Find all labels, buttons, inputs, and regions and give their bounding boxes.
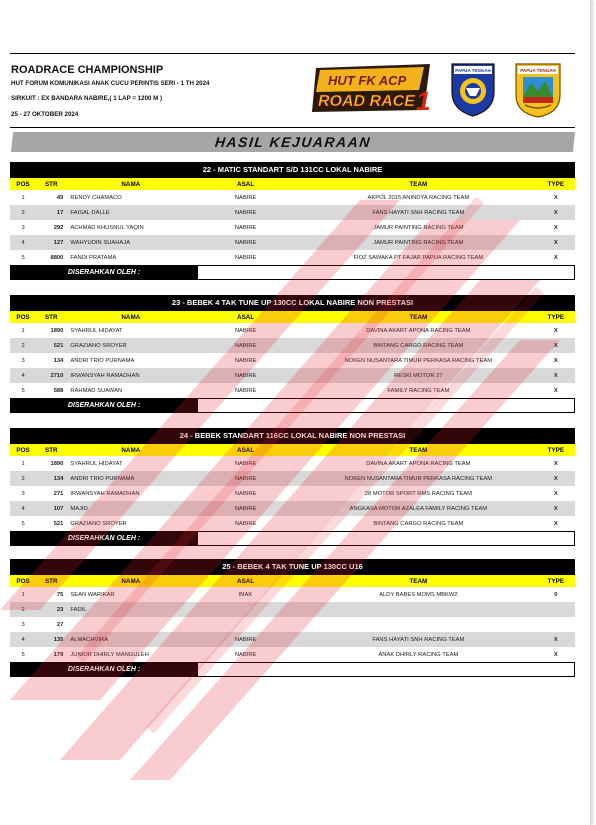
cell-pos: 5 — [21, 387, 25, 394]
col-str: STR — [36, 311, 66, 323]
handover-label: DISERAHKAN OLEH : — [67, 402, 141, 409]
cell-str: 179 — [53, 651, 64, 658]
cell-nama: MAJID — [66, 501, 191, 516]
cell-asal: NABIRE — [191, 338, 300, 353]
cell-str: 134 — [53, 357, 64, 364]
cell-pos: 1 — [21, 591, 25, 598]
cell-team: BINTANG CARGO RACING TEAM — [373, 520, 464, 527]
table-row — [10, 632, 575, 647]
cell-asal: NABIRE — [191, 471, 300, 486]
table-row — [10, 250, 575, 265]
cell-pos: 4 — [10, 501, 36, 516]
cell-str: 134 — [36, 471, 66, 486]
col-type: TYPE — [537, 178, 575, 190]
cell-type: X — [553, 651, 558, 658]
table-row — [10, 602, 575, 617]
cell-asal: NABIRE — [191, 501, 300, 516]
results-banner: HASIL KEJUARAAN — [11, 132, 575, 152]
cell-str: 1890 — [50, 327, 64, 334]
cell-str: 292 — [53, 224, 64, 231]
cell-team: JAMUR PAINTING RACING TEAM — [373, 224, 464, 231]
table-row — [10, 647, 575, 662]
cell-team — [300, 602, 537, 617]
col-asal: ASAL — [191, 575, 300, 587]
cell-pos: 2 — [10, 602, 36, 617]
table-row — [10, 205, 575, 220]
cell-asal: NABIRE — [234, 327, 257, 334]
cell-type: X — [553, 327, 558, 334]
cell-team: NOKEN NUSANTARA TIMUR PERKASA RACING TEAM — [344, 357, 493, 364]
cell-str: 135 — [36, 632, 66, 647]
table-row — [10, 323, 575, 338]
cell-type: X — [553, 254, 558, 261]
cell-team: ANGKASA MOTOR AZALEA FAMILY RACING TEAM — [300, 501, 537, 516]
table-row — [10, 353, 575, 368]
cell-str: 521 — [53, 520, 64, 527]
cell-str: 2710 — [36, 368, 66, 383]
results-table — [10, 178, 575, 265]
handover-label: DISERAHKAN OLEH : — [67, 269, 141, 276]
cell-nama: SEAN WARIKAR — [70, 591, 115, 598]
cell-str: 17 — [36, 205, 66, 220]
col-team: TEAM — [300, 178, 537, 190]
cell-team: FAMILY RACING TEAM — [387, 387, 450, 394]
cell-asal — [191, 617, 300, 632]
cell-str: 107 — [36, 501, 66, 516]
cell-type: X — [537, 205, 575, 220]
col-type: TYPE — [537, 444, 575, 456]
cell-team: FANS HAYATI SNH RACING TEAM — [300, 205, 537, 220]
col-asal: ASAL — [191, 444, 300, 456]
col-asal: ASAL — [191, 311, 300, 323]
race-section-22 — [10, 162, 575, 280]
cell-nama: FAISAL DALLE — [66, 205, 191, 220]
cell-str: 588 — [53, 387, 64, 394]
table-row — [10, 368, 575, 383]
col-str: STR — [36, 178, 66, 190]
cell-pos: 3 — [21, 490, 25, 497]
logo-number: 1 — [416, 86, 431, 116]
section-title: 23 - BEBEK 4 TAK TUNE UP 130CC LOKAL NABIRE NON PRESTASI — [10, 295, 575, 311]
cell-str: 75 — [56, 591, 64, 598]
cell-team: DAVINA AKART APONA RACING TEAM — [366, 460, 471, 467]
race-section-25 — [10, 559, 575, 677]
col-pos: POS — [10, 444, 36, 456]
cell-type: X — [537, 501, 575, 516]
cell-pos: 5 — [21, 520, 25, 527]
race-section-23 — [10, 295, 575, 413]
cell-type: X — [553, 224, 558, 231]
doc-title: ROADRACE CHAMPIONSHIP — [11, 64, 164, 76]
table-row — [10, 501, 575, 516]
header-bottom-rule — [10, 127, 575, 128]
cell-nama: ANDRI TRIO PURNAMA — [70, 357, 135, 364]
cell-team: BINTANG CARGO RACING TEAM — [300, 338, 537, 353]
cell-str: 521 — [36, 338, 66, 353]
cell-team: FANS HAYATI SNH RACING TEAM — [300, 632, 537, 647]
cell-asal: NABIRE — [234, 254, 257, 261]
cell-nama: JUNIOR DHIRLY MANGULEH — [70, 651, 149, 658]
cell-pos: 3 — [21, 224, 25, 231]
cell-nama: ACHMAD KHUSNUL YAQIN — [70, 224, 144, 231]
cell-team: FIOZ SAWAKA PT FAJAR PAPUA RACING TEAM — [353, 254, 484, 261]
cell-team: NOKEN NUSANTARA TIMUR PERKASA RACING TEAM — [300, 471, 537, 486]
cell-asal — [191, 602, 300, 617]
logo-line2: ROAD RACE — [318, 93, 415, 110]
table-row — [10, 220, 575, 235]
cell-team — [300, 617, 537, 632]
cell-str: 127 — [36, 235, 66, 250]
cell-asal: NABIRE — [234, 490, 257, 497]
cell-pos: 4 — [10, 632, 36, 647]
cell-nama: SYAHRUL HIDAYAT — [70, 460, 123, 467]
cell-asal: BIAK — [239, 591, 253, 598]
emblem-left-text: PAPUA TENGAH — [455, 68, 491, 73]
handover-signature-box — [198, 532, 574, 545]
cell-pos: 4 — [10, 235, 36, 250]
cell-pos: 5 — [21, 254, 25, 261]
cell-type: X — [553, 520, 558, 527]
cell-pos: 3 — [21, 621, 25, 628]
event-name: HUT FORUM KOMUNIKASI ANAK CUCU PERINTIS SERI - 1 TH 2024 — [11, 80, 210, 87]
cell-asal: NABIRE — [234, 194, 257, 201]
col-nama: NAMA — [66, 575, 191, 587]
cell-asal: NABIRE — [191, 235, 300, 250]
cell-nama: GRAZIANO SROYER — [70, 520, 127, 527]
results-table — [10, 575, 575, 662]
cell-pos: 2 — [10, 205, 36, 220]
handover-row — [10, 662, 575, 677]
cell-nama: ALMACHVIRA — [66, 632, 191, 647]
section-title: 22 - MATIC STANDART S/D 131CC LOKAL NABIRE — [10, 162, 575, 178]
cell-nama: SYAHRUL HIDAYAT — [70, 327, 123, 334]
cell-type: 0 — [554, 591, 558, 598]
col-type: TYPE — [537, 311, 575, 323]
cell-nama: RAHMAD SUAWAN — [70, 387, 123, 394]
logo-line1: HUT FK ACP — [328, 73, 407, 88]
handover-signature-box — [198, 663, 574, 676]
cell-nama: IRWANSYAH RAMADHAN — [66, 368, 191, 383]
cell-team: DAVINA AKART APONA RACING TEAM — [366, 327, 471, 334]
col-nama: NAMA — [66, 178, 191, 190]
cell-str: 23 — [36, 602, 66, 617]
cell-pos: 2 — [10, 338, 36, 353]
table-row — [10, 456, 575, 471]
col-team: TEAM — [300, 575, 537, 587]
cell-type: X — [537, 368, 575, 383]
cell-team: ALDY BABES MOMS MBKW2 — [379, 591, 458, 598]
cell-type: X — [537, 338, 575, 353]
handover-label: DISERAHKAN OLEH : — [67, 666, 141, 673]
table-row — [10, 617, 575, 632]
cell-type: X — [553, 387, 558, 394]
cell-pos: 1 — [21, 327, 25, 334]
cell-nama: FANDI PRATAMA — [70, 254, 117, 261]
section-title: 24 - BEBEK STANDART 116CC LOKAL NABIRE NON PRESTASI — [10, 428, 575, 444]
race-section-24 — [10, 428, 575, 546]
cell-type: X — [553, 357, 558, 364]
event-dates: 25 - 27 OKTOBER 2024 — [11, 111, 79, 118]
cell-type: X — [537, 471, 575, 486]
col-str: STR — [36, 575, 66, 587]
table-row — [10, 190, 575, 205]
table-row — [10, 516, 575, 531]
col-pos: POS — [10, 178, 36, 190]
cell-type: X — [553, 194, 558, 201]
cell-str: 49 — [56, 194, 64, 201]
col-pos: POS — [10, 311, 36, 323]
handover-signature-box — [198, 399, 574, 412]
cell-pos: 5 — [21, 651, 25, 658]
cell-team: JAMUR PAINTING RACING TEAM — [300, 235, 537, 250]
cell-nama: RENDY CHAMACO — [70, 194, 122, 201]
cell-pos: 1 — [21, 194, 25, 201]
col-asal: ASAL — [191, 178, 300, 190]
regional-emblem-icon — [513, 59, 563, 119]
cell-asal: NABIRE — [191, 205, 300, 220]
table-row — [10, 338, 575, 353]
cell-type: X — [537, 632, 575, 647]
circuit-info: SIRKUIT : EX BANDARA NABIRE,( 1 LAP = 1200 M ) — [11, 95, 163, 102]
cell-asal: NABIRE — [191, 632, 300, 647]
col-team: TEAM — [300, 444, 537, 456]
col-nama: NAMA — [66, 311, 191, 323]
table-row — [10, 587, 575, 602]
table-row — [10, 486, 575, 501]
results-table — [10, 311, 575, 398]
cell-asal: NABIRE — [191, 368, 300, 383]
cell-type: X — [553, 490, 558, 497]
cell-nama — [66, 617, 191, 632]
table-row — [10, 235, 575, 250]
cell-str: 27 — [56, 621, 64, 628]
cell-str: 271 — [53, 490, 64, 497]
cell-asal: NABIRE — [234, 651, 257, 658]
cell-team: RESKI MOTOR 27 — [300, 368, 537, 383]
cell-nama: FADIL — [66, 602, 191, 617]
cell-nama: ANDRI TRIO PURNAMA — [66, 471, 191, 486]
col-nama: NAMA — [66, 444, 191, 456]
cell-str: 8800 — [50, 254, 64, 261]
cell-type: X — [553, 460, 558, 467]
cell-asal: NABIRE — [234, 387, 257, 394]
cell-nama: IRWANSYAH RAMADHAN — [70, 490, 140, 497]
section-title: 25 - BEBEK 4 TAK TUNE UP 130CC U16 — [10, 559, 575, 575]
header-top-rule — [10, 53, 575, 54]
cell-nama: GRAZIANO SROYER — [66, 338, 191, 353]
cell-team: AKPOL 2015 ANINDYA RACING TEAM — [367, 194, 470, 201]
table-row — [10, 471, 575, 486]
col-team: TEAM — [300, 311, 537, 323]
cell-team: ANAK DHIRLY RACING TEAM — [378, 651, 459, 658]
imi-emblem-icon — [448, 58, 498, 118]
results-table — [10, 444, 575, 531]
handover-row — [10, 531, 575, 546]
col-str: STR — [36, 444, 66, 456]
cell-str: 1890 — [50, 460, 64, 467]
cell-pos: 3 — [21, 357, 25, 364]
cell-type — [537, 602, 575, 617]
cell-asal: NABIRE — [234, 460, 257, 467]
cell-pos: 4 — [10, 368, 36, 383]
cell-team: 28 MOTOR SPORT RMS RACING TEAM — [364, 490, 472, 497]
cell-asal: NABIRE — [234, 224, 257, 231]
cell-type — [537, 617, 575, 632]
table-row — [10, 383, 575, 398]
handover-row — [10, 398, 575, 413]
col-type: TYPE — [537, 575, 575, 587]
cell-pos: 2 — [10, 471, 36, 486]
handover-signature-box — [198, 266, 574, 279]
emblem-right-text: PAPUA TENGAH — [520, 68, 556, 73]
road-race-logo — [312, 60, 436, 116]
cell-asal: NABIRE — [234, 357, 257, 364]
cell-nama: WAHYUDIN SUAHAJA — [66, 235, 191, 250]
handover-row — [10, 265, 575, 280]
cell-pos: 1 — [21, 460, 25, 467]
handover-label: DISERAHKAN OLEH : — [67, 535, 141, 542]
col-pos: POS — [10, 575, 36, 587]
cell-asal: NABIRE — [234, 520, 257, 527]
cell-type: X — [537, 235, 575, 250]
